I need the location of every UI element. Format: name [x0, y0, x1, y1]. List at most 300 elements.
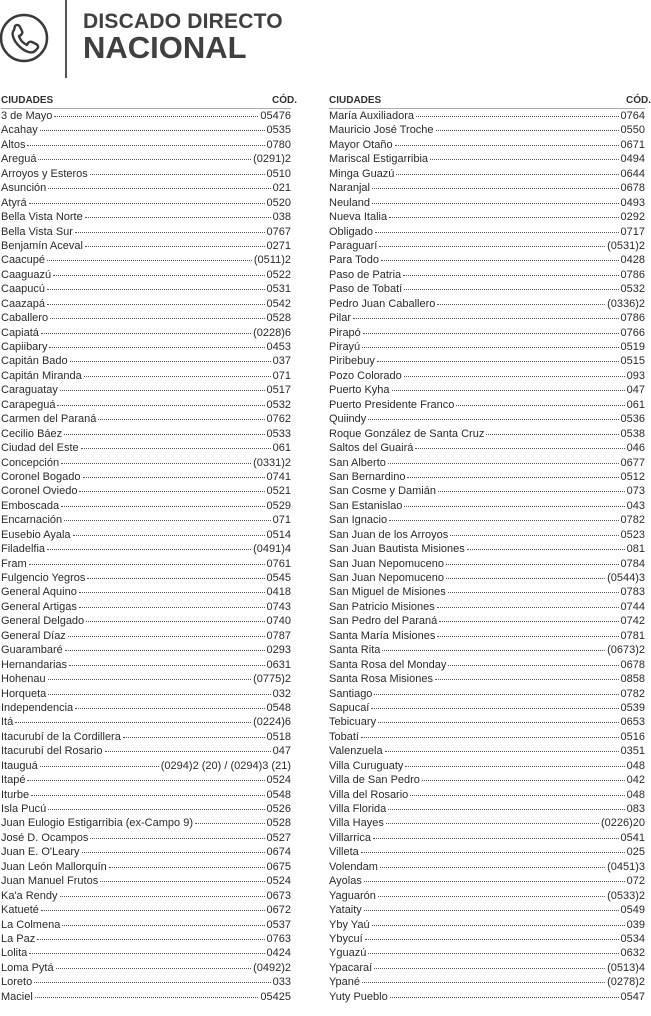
list-item — [329, 210, 645, 224]
area-code: 0766 — [620, 326, 645, 339]
area-code: 0428 — [620, 254, 645, 267]
list-item — [1, 398, 291, 412]
list-item — [1, 369, 291, 383]
list-item — [329, 109, 645, 123]
area-code: (0544)3 — [607, 572, 645, 584]
list-item — [1, 427, 291, 441]
area-code: (0673)2 — [607, 644, 645, 657]
dot-leader — [57, 405, 264, 406]
city-name: San Bernardino — [329, 470, 406, 483]
list-item — [329, 715, 645, 729]
area-code: 048 — [626, 759, 645, 772]
list-item — [329, 456, 645, 470]
dot-leader — [86, 621, 264, 622]
area-code: 0532 — [266, 398, 291, 411]
area-code: 081 — [626, 543, 645, 556]
city-name: Katueté — [1, 904, 39, 917]
dot-leader — [34, 982, 270, 983]
city-name: Santa Rosa Misiones — [329, 673, 433, 686]
area-code: (0224)6 — [253, 716, 291, 729]
dot-leader — [64, 520, 270, 521]
list-item — [329, 672, 645, 686]
list-item — [1, 730, 291, 744]
list-item — [329, 585, 645, 599]
city-name: Villa del Rosario — [329, 788, 409, 801]
list-item — [329, 311, 645, 325]
city-name: Paso de Patria — [329, 268, 402, 281]
city-name: Pilar — [329, 312, 352, 325]
dot-leader — [363, 333, 619, 334]
area-code: 0524 — [266, 875, 291, 888]
dot-leader — [405, 766, 624, 767]
city-name: Ciudad del Este — [1, 442, 79, 455]
list-item — [329, 918, 645, 932]
dot-leader — [27, 145, 264, 146]
area-code: 0547 — [620, 990, 645, 1003]
dot-leader — [50, 318, 264, 319]
dot-leader — [389, 217, 618, 218]
city-name: Mayor Otaño — [329, 138, 393, 151]
directory-column-right — [329, 94, 651, 1004]
dot-leader — [438, 491, 625, 492]
city-name: Mariscal Estigarribia — [329, 153, 429, 166]
list-item — [1, 860, 291, 874]
list-item — [329, 412, 645, 426]
list-item — [329, 932, 645, 946]
city-name: Yguazú — [329, 947, 367, 960]
list-item — [1, 687, 291, 701]
dot-leader — [90, 174, 265, 175]
city-name: Mauricio José Troche — [329, 124, 434, 137]
city-name: Caazapá — [1, 297, 46, 310]
list-item — [1, 990, 291, 1004]
area-code: 0494 — [620, 153, 645, 166]
list-item — [1, 441, 291, 455]
list-item — [1, 123, 291, 137]
list-item — [329, 730, 645, 744]
area-code: 0510 — [266, 167, 291, 180]
area-code: 0678 — [620, 182, 645, 195]
city-name: San Estanislao — [329, 499, 403, 512]
area-code: 0767 — [266, 225, 291, 238]
area-code: 0675 — [266, 860, 291, 873]
dot-leader — [437, 304, 605, 305]
dot-leader — [374, 968, 605, 969]
city-name: Asunción — [1, 182, 47, 195]
area-code: (0228)6 — [253, 326, 291, 339]
city-name: Ypacaraí — [329, 961, 373, 974]
list-item — [329, 874, 645, 888]
city-name: Juan Eulogio Estigarribia (ex-Campo 9) — [1, 817, 193, 830]
list-item — [329, 398, 645, 412]
area-code: 0519 — [620, 341, 645, 353]
area-code: (0336)2 — [607, 297, 645, 310]
list-item — [1, 354, 291, 368]
city-name: Loreto — [1, 976, 33, 989]
area-code: 093 — [626, 369, 645, 382]
dot-leader — [84, 376, 271, 377]
phone-icon — [0, 12, 50, 64]
page-header — [0, 0, 645, 90]
dot-leader — [372, 203, 619, 204]
city-name: Emboscada — [1, 499, 60, 512]
dot-leader — [381, 260, 619, 261]
list-item — [329, 354, 645, 368]
dot-leader — [364, 910, 619, 911]
list-item — [329, 542, 645, 556]
dot-leader — [73, 535, 265, 536]
area-code: (0331)2 — [253, 456, 291, 469]
area-code: 0518 — [266, 730, 291, 743]
dot-leader — [403, 275, 618, 276]
city-name: Villa Florida — [329, 803, 387, 815]
area-code: 0678 — [620, 658, 645, 671]
city-name: Santa Rosa del Monday — [329, 658, 447, 671]
list-item — [329, 253, 645, 267]
list-item — [329, 658, 645, 672]
area-code: 043 — [626, 499, 645, 512]
area-code: 0517 — [266, 384, 291, 397]
city-name: Itapé — [1, 774, 26, 787]
dot-leader — [446, 578, 605, 579]
dot-leader — [60, 896, 265, 897]
list-item — [1, 946, 291, 960]
area-code: 032 — [272, 687, 291, 700]
dot-leader — [29, 203, 265, 204]
city-name: Saltos del Guairá — [329, 442, 414, 455]
dot-leader — [62, 925, 264, 926]
dot-leader — [70, 361, 271, 362]
city-name: Yaguarón — [329, 889, 376, 902]
dot-leader — [388, 809, 624, 810]
page-title-line2: NACIONAL — [83, 30, 247, 65]
city-name: Yby Yaú — [329, 918, 370, 931]
area-code: 037 — [272, 355, 291, 368]
area-code: 0548 — [266, 701, 291, 714]
area-code: 0671 — [620, 138, 645, 151]
area-code: (0291)2 — [253, 153, 291, 166]
city-name: Neuland — [329, 196, 370, 209]
dot-leader — [64, 434, 264, 435]
list-item — [329, 528, 645, 542]
list-item — [1, 253, 291, 267]
dot-leader — [415, 448, 624, 449]
city-name: Maciel — [1, 990, 33, 1003]
dot-leader — [486, 434, 618, 435]
city-name: Carmen del Paraná — [1, 413, 97, 426]
city-name: Santa Rita — [329, 644, 381, 657]
city-name: Encarnación — [1, 514, 63, 527]
dot-leader — [79, 592, 265, 593]
list-item — [329, 687, 645, 701]
city-name: Juan León Mallorquín — [1, 860, 107, 873]
list-item — [1, 961, 291, 975]
list-item — [329, 167, 645, 181]
area-code: 0512 — [620, 470, 645, 483]
list-item — [1, 311, 291, 325]
area-code: 047 — [626, 384, 645, 397]
area-code: 0783 — [620, 586, 645, 599]
city-name: Capitán Bado — [1, 355, 68, 368]
list-item — [329, 268, 645, 282]
list-item — [1, 239, 291, 253]
area-code: 0787 — [266, 629, 291, 642]
dot-leader — [446, 564, 619, 565]
list-item — [329, 816, 645, 830]
list-item — [329, 513, 645, 527]
city-name: Areguá — [1, 153, 37, 166]
dot-leader — [79, 491, 264, 492]
dot-leader — [60, 390, 265, 391]
dot-leader — [436, 130, 619, 131]
city-name: Caaguazú — [1, 268, 52, 281]
area-code: 0764 — [620, 110, 645, 122]
city-name: Horqueta — [1, 687, 47, 700]
dot-leader — [56, 968, 251, 969]
dot-leader — [390, 997, 619, 998]
list-item — [329, 557, 645, 571]
list-item — [1, 831, 291, 845]
dot-leader — [61, 463, 251, 464]
list-item — [329, 499, 645, 513]
area-code: (0492)2 — [253, 961, 291, 974]
city-name: General Artigas — [1, 600, 77, 613]
list-item — [329, 383, 645, 397]
city-name: Guarambaré — [1, 644, 63, 657]
list-item — [1, 918, 291, 932]
city-name: Fram — [1, 557, 27, 570]
list-item — [329, 975, 645, 989]
city-name: Tebicuary — [329, 716, 377, 729]
dot-leader — [41, 910, 265, 911]
area-code: 0536 — [620, 413, 645, 426]
area-code: 0786 — [620, 268, 645, 281]
area-code: 0528 — [266, 817, 291, 830]
area-code: 0292 — [620, 211, 645, 224]
city-name: General Aquino — [1, 586, 77, 599]
area-code: 0534 — [620, 932, 645, 945]
area-code: 0741 — [266, 470, 291, 483]
area-code: 0516 — [620, 730, 645, 743]
dot-leader — [87, 578, 264, 579]
list-item — [329, 571, 645, 585]
city-name: San Cosme y Damián — [329, 485, 436, 498]
city-name: San Patricio Misiones — [329, 600, 435, 613]
area-code: (0491)4 — [253, 543, 291, 556]
list-item — [1, 542, 291, 556]
city-name: San Miguel de Misiones — [329, 586, 446, 599]
area-code: 0528 — [266, 312, 291, 325]
city-name: Yuty Pueblo — [329, 990, 388, 1003]
area-code: 0514 — [266, 528, 291, 541]
city-name: Bella Vista Norte — [1, 211, 83, 224]
dot-leader — [364, 881, 625, 882]
list-item — [1, 788, 291, 802]
dot-leader — [35, 997, 259, 998]
city-name: Paraguarí — [329, 239, 378, 252]
area-code: 0677 — [620, 456, 645, 469]
dot-leader — [437, 607, 619, 608]
list-item — [329, 239, 645, 253]
list-item — [1, 412, 291, 426]
city-name: San Juan Bautista Misiones — [329, 543, 465, 556]
list-item — [329, 225, 645, 239]
dot-leader — [404, 289, 618, 290]
list-item — [329, 297, 645, 311]
list-item — [329, 470, 645, 484]
area-code: 0782 — [620, 687, 645, 700]
list-item — [329, 152, 645, 166]
dot-leader — [85, 246, 265, 247]
area-code: 0418 — [266, 586, 291, 599]
area-code: 0533 — [266, 427, 291, 440]
city-name: San Juan de los Arroyos — [329, 528, 449, 541]
city-name: Pirayú — [329, 341, 361, 353]
city-name: Nueva Italia — [329, 211, 388, 224]
list-item — [1, 210, 291, 224]
area-code: 0763 — [266, 932, 291, 945]
dot-leader — [365, 939, 619, 940]
city-name: Santiago — [329, 687, 373, 700]
list-item — [1, 874, 291, 888]
dot-leader — [75, 232, 265, 233]
list-item — [1, 643, 291, 657]
city-name: Santa María Misiones — [329, 629, 436, 642]
area-code: 0742 — [620, 615, 645, 628]
area-code: (0533)2 — [607, 889, 645, 902]
city-name: Concepción — [1, 456, 60, 469]
list-item — [1, 282, 291, 296]
list-item — [1, 109, 291, 123]
city-name: Obligado — [329, 225, 374, 238]
dot-leader — [29, 564, 265, 565]
list-item — [1, 138, 291, 152]
area-code: 05476 — [260, 110, 291, 122]
city-name: Valenzuela — [329, 745, 383, 758]
city-name: María Auxiliadora — [329, 110, 414, 122]
list-item — [329, 744, 645, 758]
list-item — [1, 513, 291, 527]
area-code: 0744 — [620, 600, 645, 613]
list-item — [329, 643, 645, 657]
city-name: Yataity — [329, 904, 362, 917]
city-name: 3 de Mayo — [1, 110, 53, 122]
list-item — [1, 802, 291, 816]
area-code: (0226)20 — [600, 817, 645, 830]
area-code: 048 — [626, 788, 645, 801]
list-item — [329, 369, 645, 383]
area-code: 0632 — [620, 947, 645, 960]
city-column-label: CIUDADES — [329, 95, 382, 106]
list-item — [329, 427, 645, 441]
city-name: Lolita — [1, 947, 28, 960]
dot-leader — [75, 708, 264, 709]
dot-leader — [377, 361, 619, 362]
city-name: Pirapó — [329, 326, 361, 339]
dot-leader — [69, 665, 264, 666]
area-code: 0545 — [266, 572, 291, 584]
city-name: Villa Hayes — [329, 817, 384, 830]
city-name: General Díaz — [1, 629, 66, 642]
city-name: Loma Pytá — [1, 961, 54, 974]
area-code: 083 — [626, 803, 645, 815]
list-item — [329, 773, 645, 787]
city-name: San Alberto — [329, 456, 386, 469]
dot-leader — [371, 708, 618, 709]
area-code: (0775)2 — [253, 673, 291, 686]
city-code-list — [1, 109, 291, 1004]
dot-leader — [65, 650, 265, 651]
dot-leader — [404, 506, 624, 507]
city-name: San Ignacio — [329, 514, 388, 527]
column-header — [329, 94, 651, 109]
city-name: Para Todo — [329, 254, 379, 267]
dot-leader — [374, 694, 618, 695]
dot-leader — [382, 650, 605, 651]
dot-leader — [422, 780, 625, 781]
dot-leader — [416, 116, 619, 117]
dot-leader — [456, 405, 624, 406]
area-code: 0537 — [266, 918, 291, 931]
list-item — [1, 600, 291, 614]
area-code: 0424 — [266, 947, 291, 960]
list-item — [329, 845, 645, 859]
city-name: General Delgado — [1, 615, 85, 628]
list-item — [1, 297, 291, 311]
city-name: Caraguatay — [1, 384, 58, 397]
city-name: Filadelfia — [1, 543, 46, 556]
area-code: (0531)2 — [607, 239, 645, 252]
list-item — [1, 658, 291, 672]
dot-leader — [82, 852, 265, 853]
dot-leader — [109, 867, 265, 868]
dot-leader — [48, 809, 264, 810]
city-name: José D. Ocampos — [1, 831, 89, 844]
area-code: 0550 — [620, 124, 645, 137]
area-code: 0858 — [620, 673, 645, 686]
page-title-line1: DISCADO DIRECTO — [83, 10, 283, 33]
city-name: San Juan Nepomuceno — [329, 572, 444, 584]
city-name: Villa Curuguaty — [329, 759, 404, 772]
area-code: 042 — [626, 774, 645, 787]
city-name: Villarrica — [329, 831, 371, 844]
area-code: 0539 — [620, 701, 645, 714]
dot-leader — [98, 419, 264, 420]
area-code: (0451)3 — [607, 860, 645, 873]
list-item — [1, 167, 291, 181]
city-name: Paso de Tobatí — [329, 283, 403, 296]
city-name: Villa de San Pedro — [329, 774, 420, 787]
city-name: Acahay — [1, 124, 38, 137]
list-item — [1, 152, 291, 166]
area-code: 072 — [626, 875, 645, 888]
city-name: Isla Pucú — [1, 803, 47, 815]
list-item — [1, 889, 291, 903]
area-code: (0278)2 — [607, 976, 645, 989]
area-code: 0523 — [620, 528, 645, 541]
dot-leader — [48, 679, 251, 680]
city-name: Itauguá — [1, 759, 38, 772]
city-name: Juan E. O'Leary — [1, 846, 80, 859]
list-item — [329, 600, 645, 614]
list-item — [329, 326, 645, 340]
code-column-label: CÓD. — [272, 95, 297, 106]
list-item — [329, 802, 645, 816]
city-name: Roque González de Santa Cruz — [329, 427, 485, 440]
area-code: 0527 — [266, 831, 291, 844]
list-item — [329, 123, 645, 137]
city-name: Capitán Miranda — [1, 369, 82, 382]
